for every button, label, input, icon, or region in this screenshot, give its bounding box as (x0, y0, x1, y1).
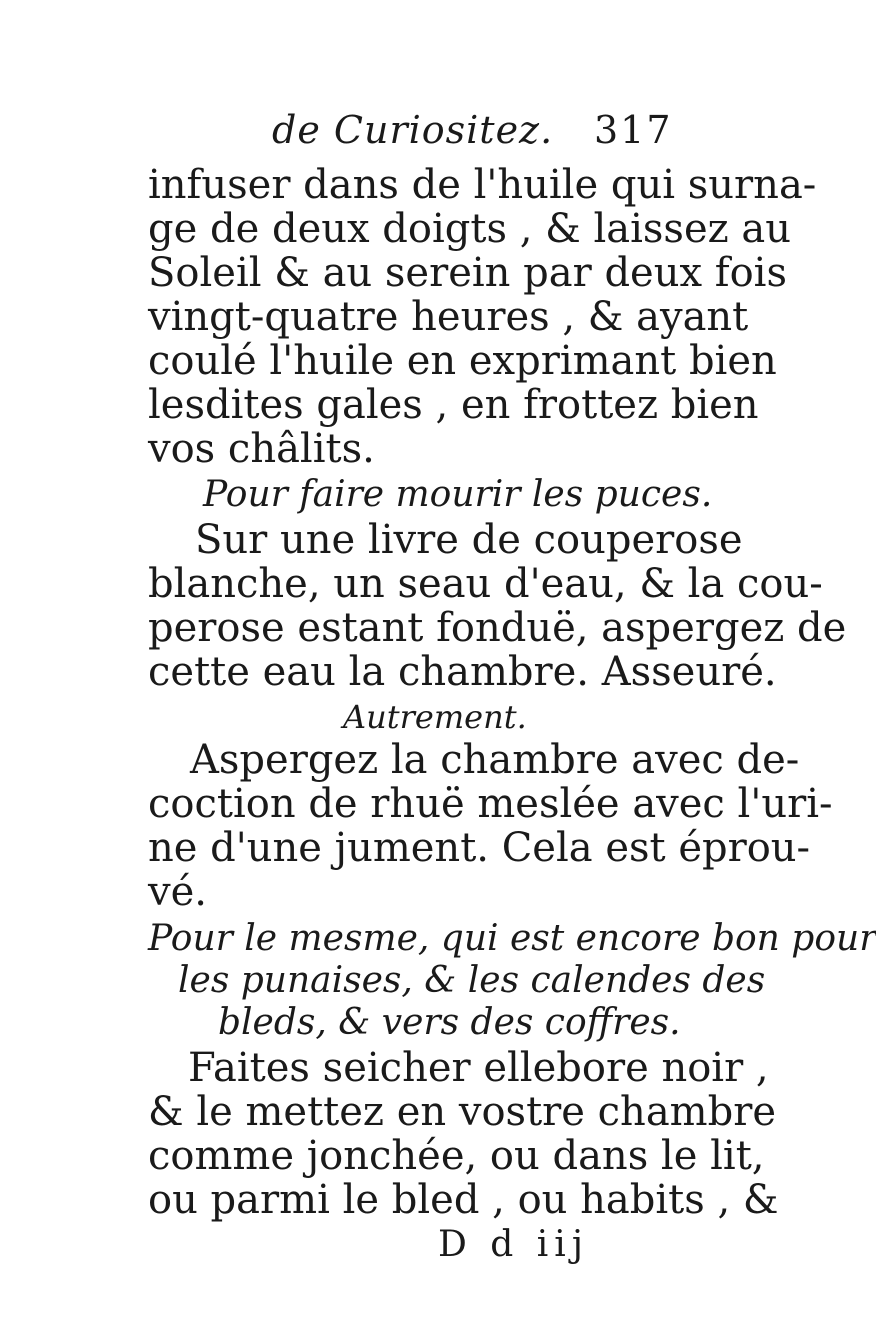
text-line: vingt-quatre heures , & ayant (148, 294, 749, 340)
text-line: & le mettez en vostre chambre (148, 1089, 776, 1135)
text-line: vé. (148, 869, 207, 915)
page-signature: D d iij (438, 1224, 589, 1265)
text-line: Faites seicher ellebore noir , (188, 1045, 769, 1091)
section-heading: les punaises, & les calendes des (178, 960, 766, 1001)
section-heading: bleds, & vers des coffres. (218, 1002, 681, 1043)
running-head: de Curiositez. (272, 108, 554, 152)
text-line: coulé l'huile en exprimant bien (148, 338, 777, 384)
text-line: lesdites gales , en frottez bien (148, 382, 759, 428)
text-line: infuser dans de l'huile qui surna- (148, 162, 817, 208)
text-line: blanche, un seau d'eau, & la cou- (148, 561, 823, 607)
text-line: Sur une livre de couperose (195, 517, 743, 563)
text-line: coction de rhuë meslée avec l'uri- (148, 781, 833, 827)
text-line: ge de deux doigts , & laissez au (148, 206, 792, 252)
text-line: ou parmi le bled , ou habits , & (148, 1177, 779, 1223)
text-line: comme jonchée, ou dans le lit, (148, 1133, 765, 1179)
section-heading: Autrement. (343, 698, 527, 736)
text-line: ne d'une jument. Cela est éprou- (148, 825, 811, 871)
text-line: Aspergez la chambre avec de- (190, 737, 800, 783)
page-number: 317 (594, 108, 673, 152)
section-heading: Pour le mesme, qui est encore bon pour (148, 918, 876, 959)
section-heading: Pour faire mourir les puces. (203, 474, 713, 515)
text-line: Soleil & au serein par deux fois (148, 250, 787, 296)
text-line: perose estant fonduë, aspergez de (148, 605, 847, 651)
text-line: vos châlits. (148, 426, 375, 472)
text-line: cette eau la chambre. Asseuré. (148, 649, 777, 695)
